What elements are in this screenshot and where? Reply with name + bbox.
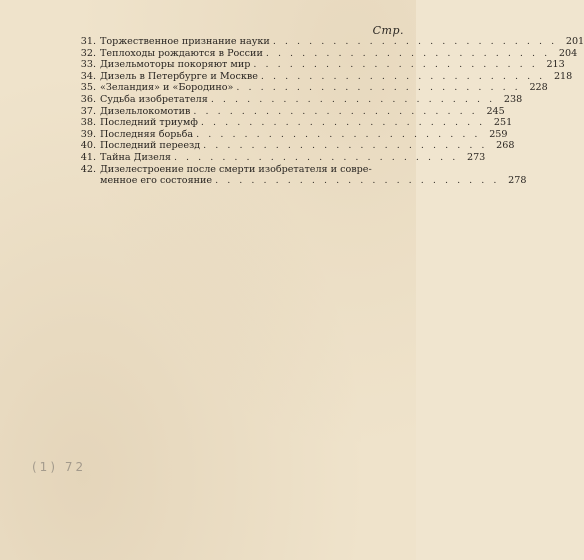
toc-entry-page: 251 bbox=[493, 117, 513, 129]
dot-leader: . . . . . . . . . . . . . . . . . . . . . . . . bbox=[236, 82, 521, 94]
table-of-contents bbox=[74, 36, 584, 187]
toc-entry-title: Судьба изобретателя bbox=[100, 93, 208, 105]
toc-entry-page: 238 bbox=[503, 93, 523, 105]
toc-entry-page: 268 bbox=[496, 140, 515, 152]
toc-entry-number: 35. bbox=[80, 82, 96, 94]
toc-entry bbox=[74, 105, 505, 118]
toc-entry bbox=[74, 117, 513, 129]
toc-entry bbox=[74, 93, 523, 106]
toc-entry bbox=[74, 140, 515, 152]
dot-leader: . . . . . . . . . . . . . . . . . . . . . . . . bbox=[173, 151, 459, 163]
toc-entry-page: 213 bbox=[546, 59, 565, 71]
toc-entry-number: 31. bbox=[80, 36, 96, 47]
toc-entry-title-line1: Дизелестроение после смерти изобретателя и совре- bbox=[100, 163, 372, 175]
toc-entry bbox=[74, 36, 584, 48]
dot-leader: . . . . . . . . . . . . . . . . . . . . . . . . bbox=[253, 59, 538, 71]
toc-entry-number: 33. bbox=[80, 59, 96, 71]
toc-entry bbox=[74, 70, 573, 83]
toc-entry-title: Теплоходы рождаются в России bbox=[100, 47, 263, 59]
toc-entry-title: Дизельлокомотив bbox=[100, 105, 191, 117]
toc-entry-number: 37. bbox=[80, 105, 96, 117]
toc-entry-number: 41. bbox=[80, 151, 96, 163]
toc-entry-page: 204 bbox=[558, 47, 578, 59]
toc-entry bbox=[74, 47, 578, 60]
page-column-header: Стр. bbox=[372, 24, 404, 37]
toc-entry-title: Тайна Дизеля bbox=[100, 151, 171, 163]
dot-leader: . . . . . . . . . . . . . . . . . . . . . . . . bbox=[272, 36, 558, 47]
toc-entry-number: 36. bbox=[80, 93, 96, 105]
dot-leader: . . . . . . . . . . . . . . . . . . . . . . . . bbox=[200, 117, 486, 129]
toc-entry bbox=[74, 151, 486, 164]
toc-entry bbox=[74, 128, 508, 141]
dot-leader: . . . . . . . . . . . . . . . . . . . . . . . . bbox=[196, 128, 481, 140]
toc-entry-title: Дизельмоторы покоряют мир bbox=[100, 59, 251, 71]
toc-entry bbox=[74, 163, 527, 187]
toc-entry-title: «Зеландия» и «Бородино» bbox=[100, 82, 234, 94]
dot-leader: . . . . . . . . . . . . . . . . . . . . . . . . bbox=[265, 47, 551, 59]
toc-entry-page: 278 bbox=[508, 175, 527, 187]
dot-leader: . . . . . . . . . . . . . . . . . . . . . . . . bbox=[260, 70, 546, 82]
toc-entry-title: Последний триумф bbox=[100, 117, 198, 129]
dot-leader: . . . . . . . . . . . . . . . . . . . . . . . . bbox=[210, 93, 496, 105]
toc-entry-page: 273 bbox=[466, 151, 486, 163]
toc-entry-page: 218 bbox=[553, 70, 573, 82]
toc-entry-title: Последняя борьба bbox=[100, 128, 194, 140]
pencil-annotation: (1) 72 bbox=[32, 460, 87, 474]
toc-entry-title: Дизель в Петербурге и Москве bbox=[100, 70, 258, 82]
dot-leader: . . . . . . . . . . . . . . . . . . . . . . . . bbox=[215, 175, 500, 187]
toc-entry-page: 245 bbox=[486, 105, 505, 117]
toc-entry-number: 40. bbox=[80, 140, 96, 152]
toc-entry-number: 42. bbox=[80, 163, 96, 175]
toc-entry-title-line2: менное его состояние bbox=[100, 175, 213, 187]
toc-entry-number: 39. bbox=[80, 128, 96, 140]
dot-leader: . . . . . . . . . . . . . . . . . . . . . . . . bbox=[193, 105, 478, 117]
toc-entry-page: 201 bbox=[565, 36, 584, 47]
toc-entry-page: 259 bbox=[489, 128, 508, 140]
toc-entry-number: 34. bbox=[80, 70, 96, 82]
toc-entry-number: 32. bbox=[80, 47, 96, 59]
toc-entry-number: 38. bbox=[80, 117, 96, 129]
toc-entry-page: 228 bbox=[529, 82, 548, 94]
toc-entry bbox=[74, 82, 548, 94]
toc-entry-title: Последний переезд bbox=[100, 140, 201, 152]
toc-entry-title: Торжественное признание науки bbox=[100, 36, 270, 47]
dot-leader: . . . . . . . . . . . . . . . . . . . . . . . . bbox=[203, 140, 488, 152]
toc-entry bbox=[74, 59, 565, 71]
